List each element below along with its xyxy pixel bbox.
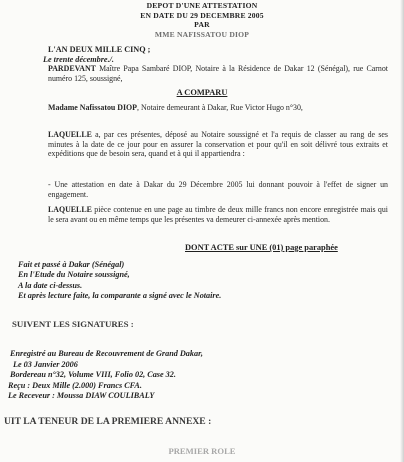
header-title-line1: DEPOT D'UNE ATTESTATION (146, 1, 258, 10)
comparant-text: , Notaire demeurant à Dakar, Rue Victor Hugo n°30, (137, 103, 303, 112)
attestation-paragraph: - Une attestation en date à Dakar du 29 Décembre 2005 lui donnant pouvoir à l'effet de signer un engagement. (48, 180, 388, 199)
laquelle-paragraph-1 (48, 130, 388, 159)
header-title-line2: EN DATE DU 29 DECEMBRE 2005 (140, 11, 264, 20)
signatures-heading: SUIVENT LES SIGNATURES : (12, 319, 134, 329)
dont-acte-line: DONT ACTE sur UNE (01) page paraphée (185, 243, 338, 252)
closing-line-4: Et après lecture faite, la comparante a signé avec le Notaire. (18, 291, 222, 300)
registration-line-2: Le 03 Janvier 2006 (13, 360, 78, 369)
comparant-paragraph (48, 103, 388, 113)
closing-line-3: A la date ci-dessus. (18, 281, 83, 290)
laquelle-label-2: LAQUELLE (48, 205, 92, 214)
pardevant-text: Maître Papa Sambaré DIOP, Notaire à la Résidence de Dakar 12 (Sénégal), rue Carnot numéro 125, soussigné, (48, 64, 388, 83)
registration-line-5: Le Receveur : Moussa DIAW COULIBALY (8, 391, 155, 400)
page-edge-shadow (400, 0, 404, 462)
header-title-line3: PAR (194, 20, 210, 29)
registration-line-1: Enregistré au Bureau de Recouvrement de Grand Dakar, (10, 349, 203, 358)
intro-year: L'AN DEUX MILLE CINQ ; (48, 45, 151, 54)
laquelle-paragraph-2 (48, 205, 388, 224)
a-comparu-heading: A COMPARU (176, 88, 228, 97)
pardevant-paragraph (48, 64, 388, 83)
registration-line-3: Bordereau n°32, Volume VIII, Folio 02, Case 32. (10, 370, 176, 379)
laquelle-text-1: a, par ces présentes, déposé au Notaire soussigné et l'a requis de classer au rang de ses minutes à la date de ce jour pour en assurer la conservation et pour qu'il en soit délivré tous extraits et expéditions que de besoin sera, quand et à qui il appartiendra : (48, 130, 388, 159)
laquelle-label-1: LAQUELLE (48, 130, 92, 139)
intro-date: Le trente décembre./. (43, 55, 114, 64)
closing-line-1: Fait et passé à Dakar (Sénégal) (18, 260, 125, 269)
annex-heading: UIT LA TENEUR DE LA PREMIERE ANNEXE : (4, 416, 212, 427)
header-title-line4: MME NAFISSATOU DIOP (154, 30, 250, 39)
closing-line-2: En l'Etude du Notaire soussigné, (18, 270, 130, 279)
premier-role-label: PREMIER ROLE (168, 446, 236, 456)
registration-line-4: Reçu : Deux Mille (2.000) Francs CFA. (8, 381, 142, 390)
comparant-name: Madame Nafissatou DIOP (48, 103, 137, 112)
pardevant-label: PARDEVANT (48, 64, 96, 73)
laquelle-text-2: pièce contenue en une page au timbre de deux mille francs non encore enregistrée mais qui le sera avant ou en même temps que les présentes va demeurer ci-annexée après mention. (48, 205, 388, 224)
